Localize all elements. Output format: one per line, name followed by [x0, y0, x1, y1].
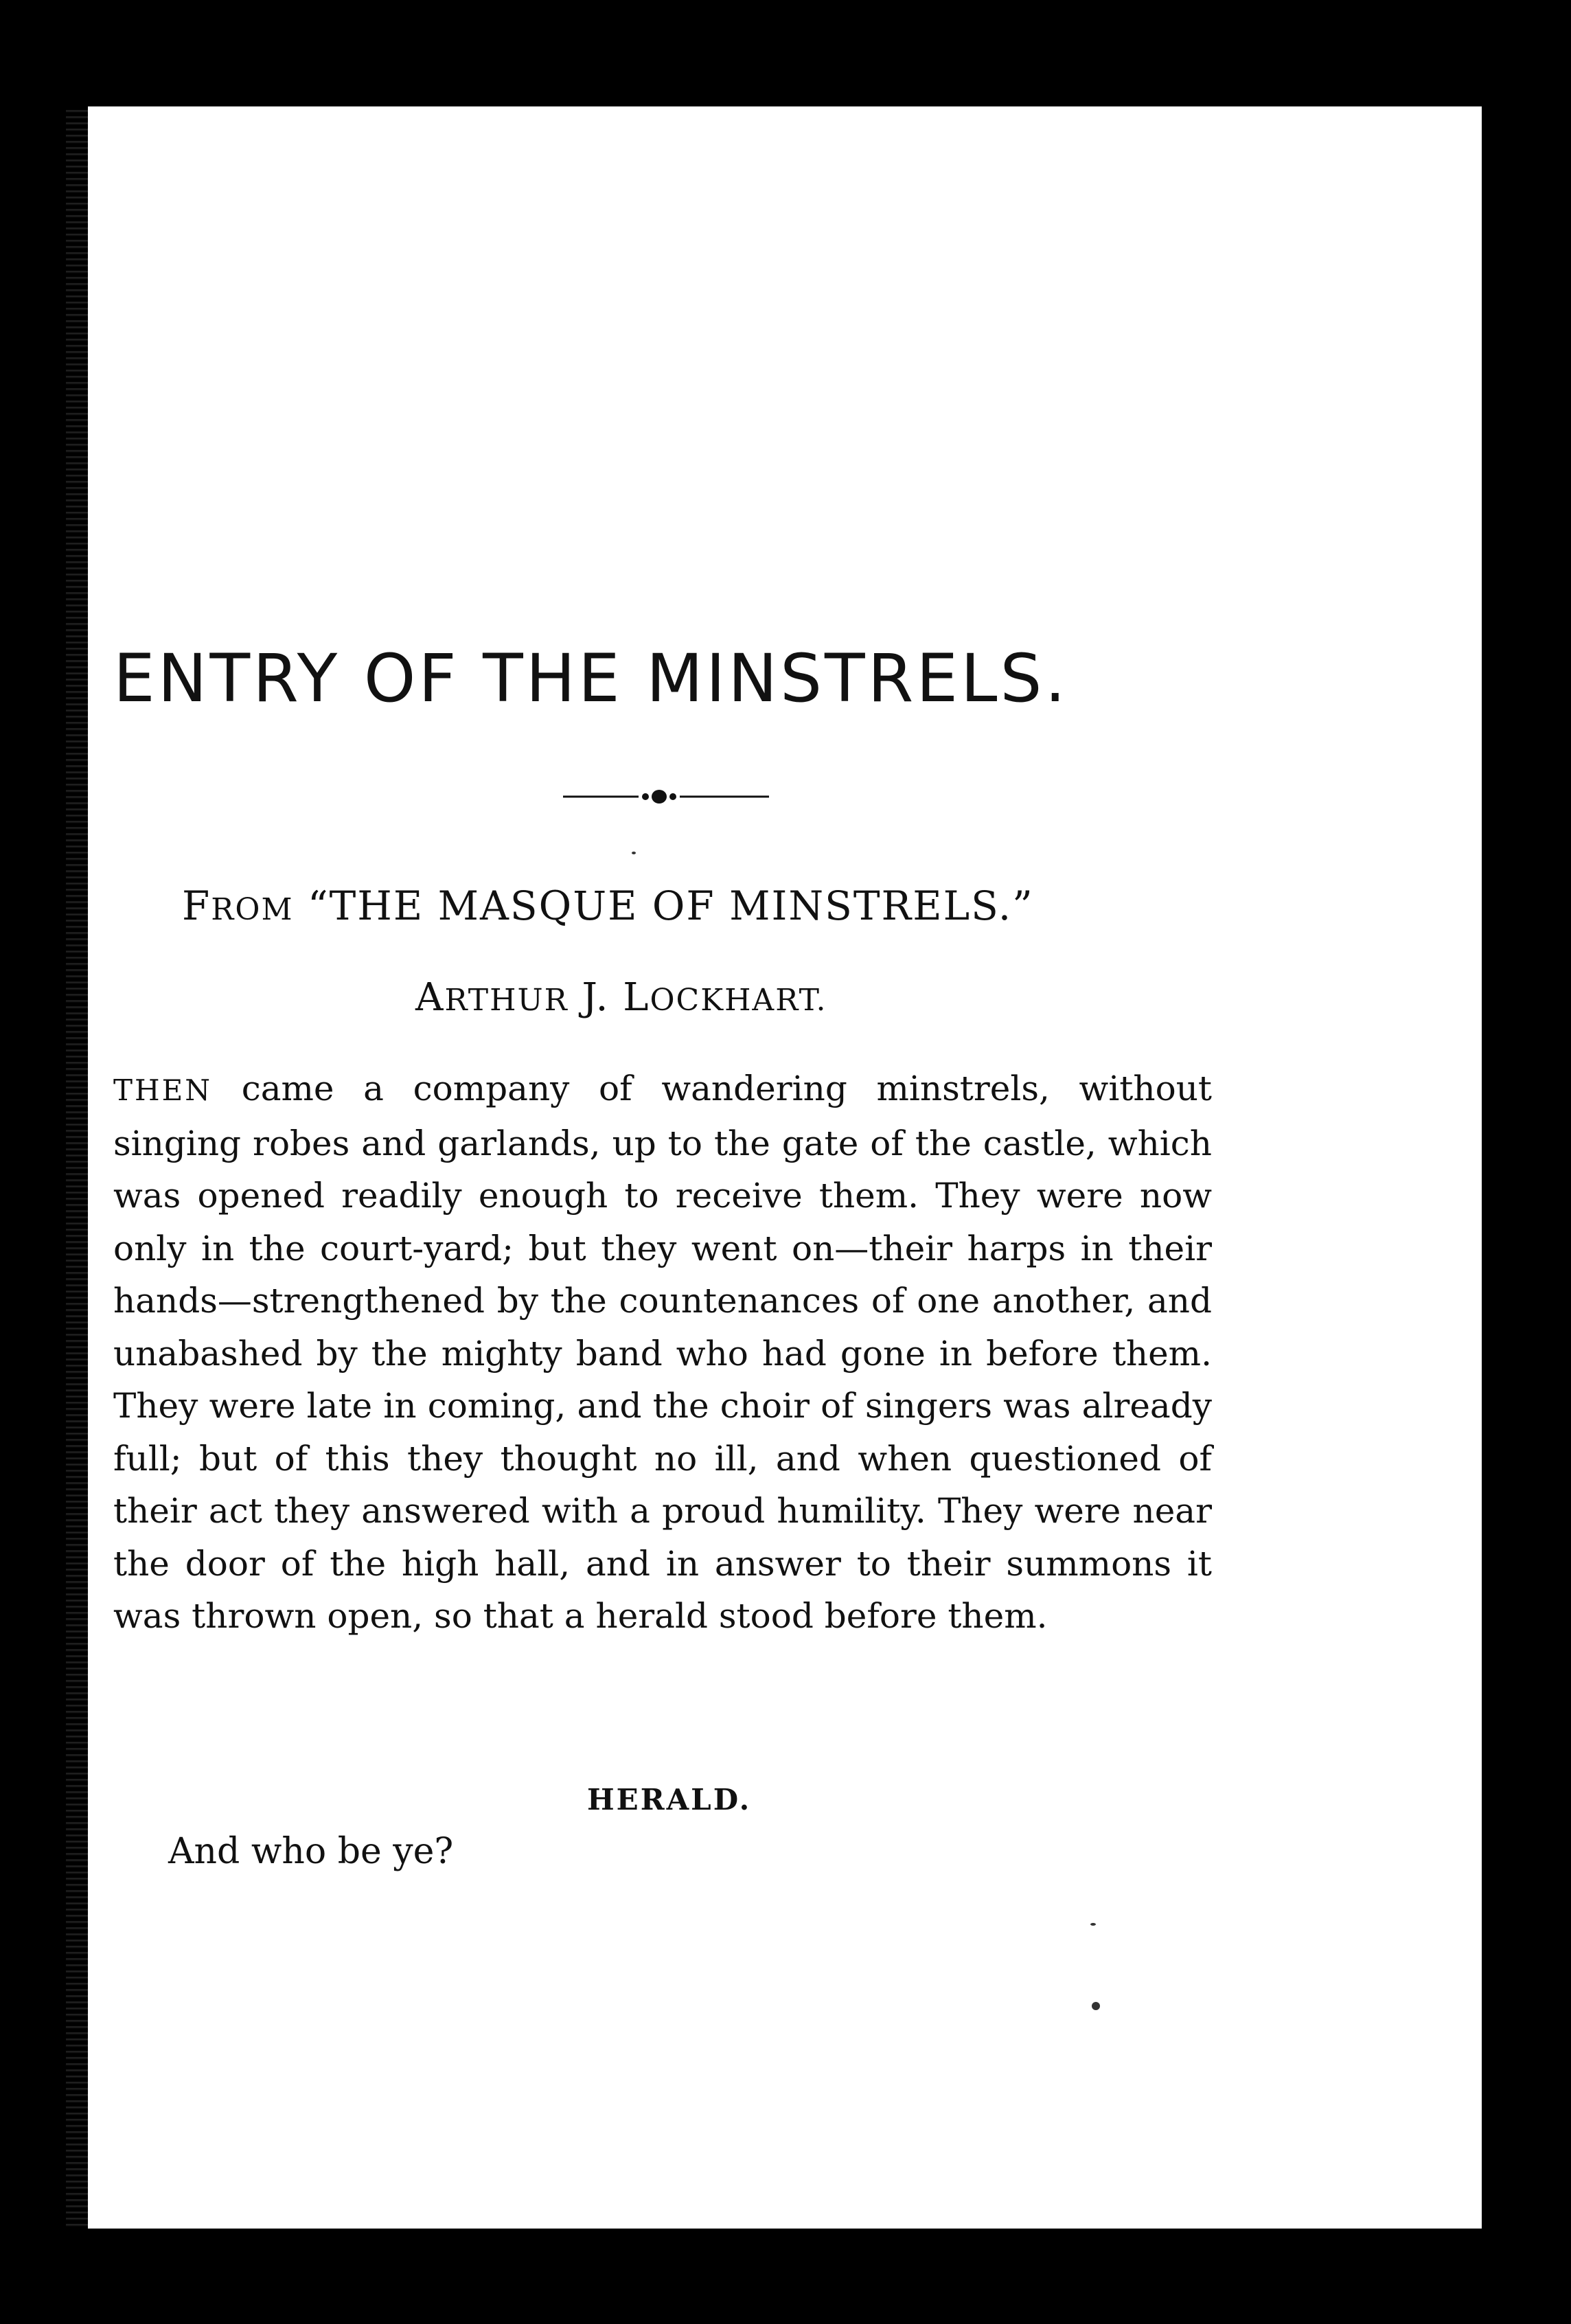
ornament-divider: [563, 783, 769, 810]
body-lead-word: THEN: [113, 1073, 213, 1107]
author-line: [415, 975, 827, 1020]
source-work-title: “THE MASQUE OF MINSTRELS.”: [293, 882, 1034, 929]
source-prefix-rest: ROM: [211, 892, 294, 927]
body-text: came a company of wandering minstrels, without singing robes and garlands, up to the gate of the castle, which was opened readily enough to receive them. They were now only in the court-yard; but they went on—their harps in their hands—strengthened by the countenances of one another, and unabashed by the mighty band who had gone in before them. They were late in coming, and the choir of singers was already full; but of this they thought no ill, and when questioned of their act they answered with a proud humility. They were near the door of the high hall, and in answer to their summons it was thrown open, so that a herald stood before them.: [113, 1069, 1212, 1636]
ink-speck: [1092, 2002, 1100, 2010]
author-initial: A: [415, 975, 445, 1020]
ink-speck: [1090, 1923, 1096, 1926]
author-last-initial: L: [623, 975, 650, 1020]
page-title: ENTRY OF THE MINSTRELS.: [113, 640, 1068, 717]
author-middle: J.: [568, 975, 623, 1020]
author-rest: RTHUR: [444, 983, 569, 1018]
speaker-label: HERALD.: [587, 1783, 752, 1816]
speech-line: And who be ye?: [168, 1831, 454, 1872]
author-last-rest: OCKHART.: [650, 983, 827, 1018]
body-paragraph: [113, 1062, 1212, 1643]
source-line: [182, 882, 1034, 929]
ink-speck: [632, 852, 636, 854]
source-prefix-initial: F: [182, 882, 211, 929]
